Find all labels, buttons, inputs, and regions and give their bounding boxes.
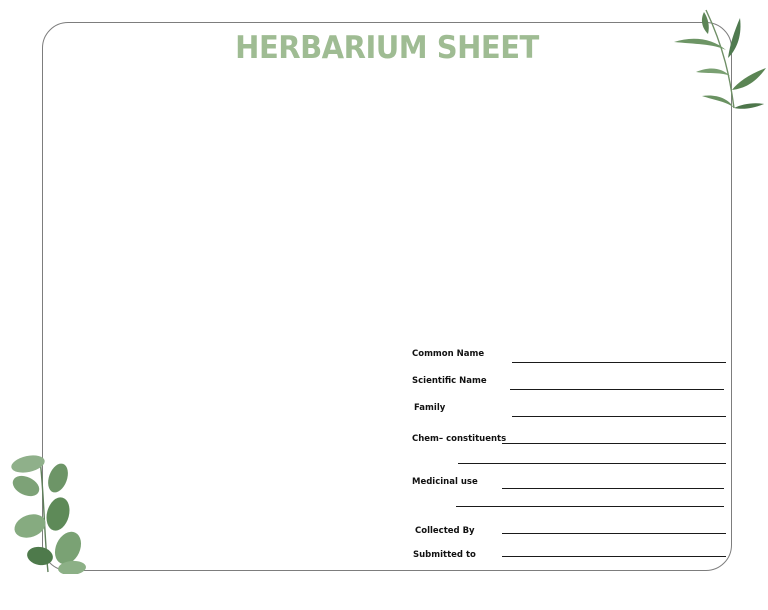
submitted-to-line[interactable] xyxy=(502,556,726,557)
submitted-to-label: Submitted to xyxy=(413,550,476,560)
family-label: Family xyxy=(414,403,446,413)
scientific-name-line[interactable] xyxy=(510,389,724,390)
medicinal-use-label: Medicinal use xyxy=(412,477,478,487)
chem-constituents-label: Chem– constituents xyxy=(412,434,507,444)
family-line[interactable] xyxy=(512,416,726,417)
page-title: HERBARIUM SHEET xyxy=(235,28,539,66)
collected-by-label: Collected By xyxy=(415,526,475,536)
scientific-name-label: Scientific Name xyxy=(412,376,487,386)
chem-constituents-line-1[interactable] xyxy=(502,443,726,444)
medicinal-use-line-2[interactable] xyxy=(456,506,724,507)
common-name-label: Common Name xyxy=(412,349,485,359)
collected-by-line[interactable] xyxy=(502,533,726,534)
medicinal-use-line-1[interactable] xyxy=(502,488,724,489)
leaf-branch-top-right-icon xyxy=(668,8,768,112)
chem-constituents-line-2[interactable] xyxy=(458,463,726,464)
common-name-line[interactable] xyxy=(512,362,726,363)
leaf-branch-bottom-left-icon xyxy=(4,452,88,574)
